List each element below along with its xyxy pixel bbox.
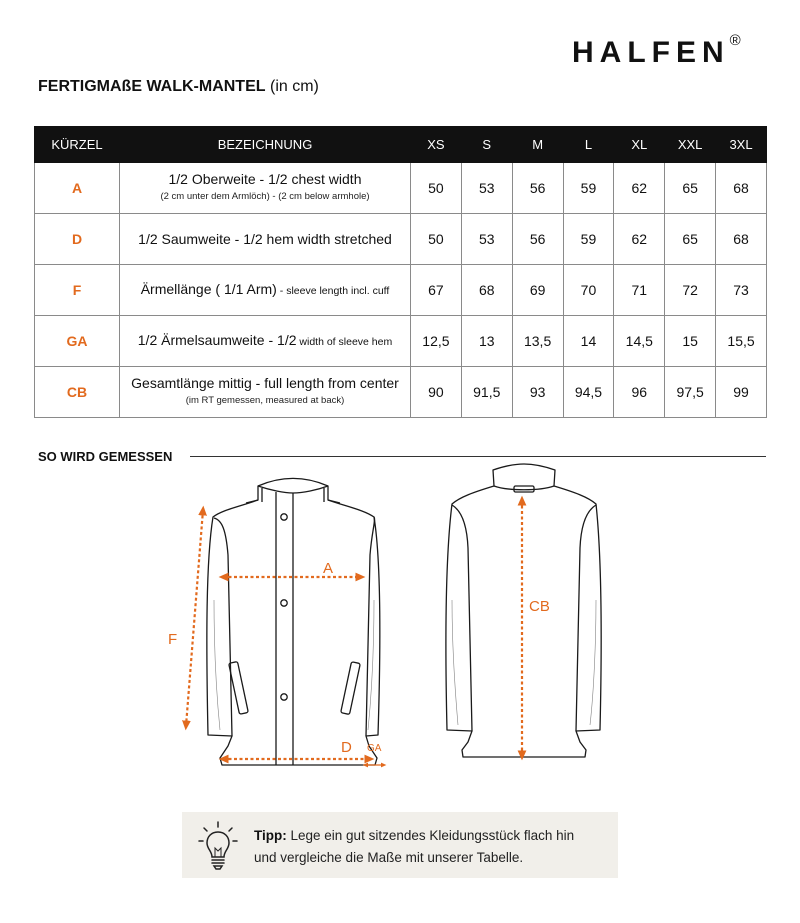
label-cb: CB — [529, 598, 550, 615]
value-xl: 62 — [614, 163, 665, 214]
header-bezeichnung: BEZEICHNUNG — [120, 127, 411, 163]
title-unit: (in cm) — [269, 78, 319, 95]
value-m: 69 — [512, 265, 563, 316]
value-l: 59 — [563, 163, 614, 214]
row-description — [120, 316, 411, 367]
measurement-diagram — [0, 460, 800, 805]
coat-front-drawing — [207, 479, 380, 766]
tip-line-1: Lege ein gut sitzendes Kleidungsstück flach hin — [286, 828, 575, 843]
row-description — [120, 163, 411, 214]
desc-main: 1/2 Oberweite - 1/2 chest width — [168, 171, 362, 187]
header-l: L — [563, 127, 614, 163]
size-table — [34, 126, 767, 418]
value-l: 59 — [563, 214, 614, 265]
row-code: GA — [35, 316, 120, 367]
value-xl: 62 — [614, 214, 665, 265]
tip-text — [254, 825, 574, 869]
value-3xl: 15,5 — [716, 316, 767, 367]
section-divider — [190, 456, 766, 457]
table-row — [35, 367, 767, 418]
value-xs: 50 — [411, 214, 462, 265]
value-3xl: 73 — [716, 265, 767, 316]
header-kuerzel: KÜRZEL — [35, 127, 120, 163]
page-title — [38, 78, 319, 96]
brand-logo — [572, 32, 741, 70]
tip-box — [182, 812, 618, 878]
value-xs: 12,5 — [411, 316, 462, 367]
coat-back-drawing — [446, 464, 601, 757]
value-s: 13 — [461, 316, 512, 367]
label-ga: GA — [367, 743, 382, 754]
desc-main: 1/2 Ärmelsaumweite - 1/2 — [137, 331, 297, 348]
row-description — [120, 265, 411, 316]
label-f: F — [168, 631, 178, 648]
row-code: A — [35, 163, 120, 214]
desc-main: Gesamtlänge mittig - full length from center — [131, 375, 399, 391]
table-row — [35, 214, 767, 265]
tip-label: Tipp: — [254, 828, 287, 843]
value-m: 13,5 — [512, 316, 563, 367]
header-m: M — [512, 127, 563, 163]
value-xs: 67 — [411, 265, 462, 316]
desc-sub: (im RT gemessen, measured at back) — [185, 395, 345, 406]
value-3xl: 68 — [716, 163, 767, 214]
value-m: 56 — [512, 214, 563, 265]
value-l: 94,5 — [563, 367, 614, 418]
value-xxl: 15 — [665, 316, 716, 367]
registered-mark: ® — [729, 32, 741, 49]
value-xxl: 65 — [665, 214, 716, 265]
value-s: 53 — [461, 163, 512, 214]
table-row — [35, 265, 767, 316]
value-xl: 96 — [614, 367, 665, 418]
lightbulb-icon — [198, 820, 238, 872]
table-header-row — [35, 127, 767, 163]
desc-main: Ärmellänge ( 1/1 Arm) — [140, 280, 277, 297]
row-description — [120, 367, 411, 418]
desc-small: width of sleeve hem — [296, 335, 393, 348]
value-xxl: 72 — [665, 265, 716, 316]
table-row — [35, 163, 767, 214]
value-xs: 50 — [411, 163, 462, 214]
section-heading: SO WIRD GEMESSEN — [38, 449, 173, 464]
value-3xl: 68 — [716, 214, 767, 265]
value-3xl: 99 — [716, 367, 767, 418]
header-3xl: 3XL — [716, 127, 767, 163]
row-code: F — [35, 265, 120, 316]
table-row — [35, 316, 767, 367]
header-xxl: XXL — [665, 127, 716, 163]
value-l: 70 — [563, 265, 614, 316]
value-xl: 71 — [614, 265, 665, 316]
value-s: 68 — [461, 265, 512, 316]
value-m: 93 — [512, 367, 563, 418]
title-main: FERTIGMAßE WALK-MANTEL — [38, 78, 266, 95]
value-xl: 14,5 — [614, 316, 665, 367]
row-code: CB — [35, 367, 120, 418]
value-xxl: 97,5 — [665, 367, 716, 418]
value-xxl: 65 — [665, 163, 716, 214]
value-s: 91,5 — [461, 367, 512, 418]
value-xs: 90 — [411, 367, 462, 418]
header-xl: XL — [614, 127, 665, 163]
value-m: 56 — [512, 163, 563, 214]
desc-main: 1/2 Saumweite - 1/2 hem width stretched — [138, 230, 392, 247]
value-l: 14 — [563, 316, 614, 367]
label-a: A — [323, 560, 334, 577]
label-d: D — [341, 739, 352, 756]
value-s: 53 — [461, 214, 512, 265]
header-xs: XS — [411, 127, 462, 163]
desc-small: - sleeve length incl. cuff — [276, 284, 390, 297]
header-s: S — [461, 127, 512, 163]
desc-sub: (2 cm unter dem Armlöch) - (2 cm below armhole) — [160, 191, 370, 202]
row-description — [120, 214, 411, 265]
row-code: D — [35, 214, 120, 265]
brand-name: HALFEN — [572, 36, 730, 69]
tip-line-2: und vergleiche die Maße mit unserer Tabelle. — [254, 850, 524, 865]
